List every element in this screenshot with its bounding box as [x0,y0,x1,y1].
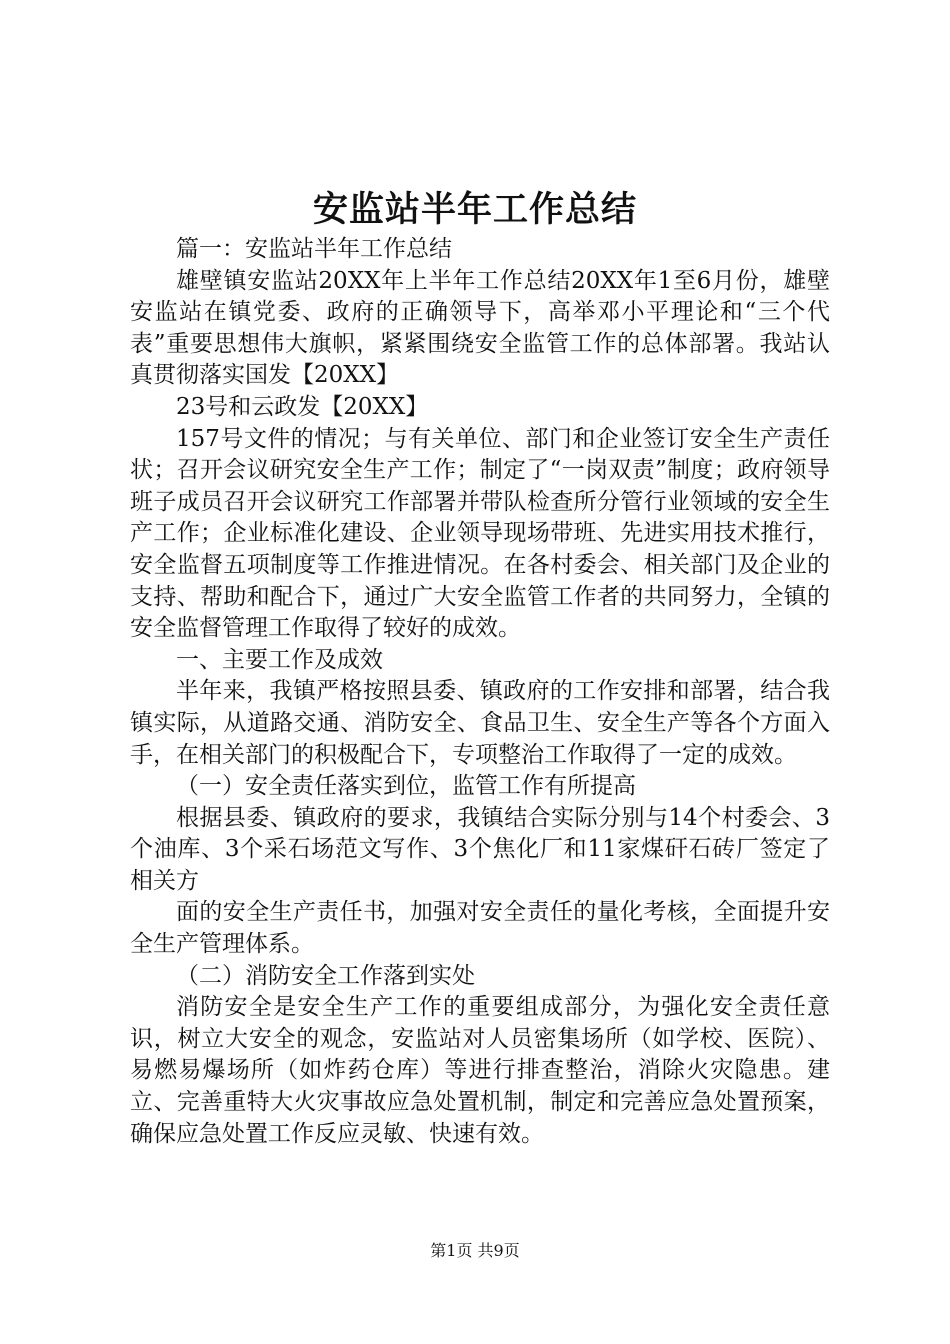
page-number-footer: 第1页 共9页 [430,1241,520,1260]
paragraph-6: 半年来，我镇严格按照县委、镇政府的工作安排和部署，结合我镇实际，从道路交通、消防安全、食品卫生、安全生产等各个方面入手，在相关部门的积极配合下，专项整治工作取得了一定的成效。 [130,678,830,768]
paragraph-2: 雄壁镇安监站20XX年上半年工作总结20XX年1至6月份，雄壁安监站在镇党委、政府的正确领导下，高举邓小平理论和“三个代表”重要思想伟大旗帜，紧紧围绕安全监管工作的总体部署。我站认真贯彻落实国发【20XX】 [130,267,830,389]
paragraph-9: 面的安全生产责任书，加强对安全责任的量化考核，全面提升安全生产管理体系。 [130,899,830,958]
paragraph-11: 消防安全是安全生产工作的重要组成部分，为强化安全责任意识，树立大安全的观念，安监站对人员密集场所（如学校、医院）、易燃易爆场所（如炸药仓库）等进行排查整治，消除火灾隐患。建立、完善重特大火灾事故应急处置机制，制定和完善应急处置预案，确保应急处置工作反应灵敏、快速有效。 [130,994,830,1147]
subsection-heading-fire-safety: （二）消防安全工作落到实处 [176,962,475,989]
paragraph-4: 157号文件的情况；与有关单位、部门和企业签订安全生产责任状；召开会议研究安全生产工作；制定了“一岗双责”制度；政府领导班子成员召开会议研究工作部署并带队检查所分管行业领域的安全生产工作；企业标准化建设、企业领导现场带班、先进实用技术推行，安全监督五项制度等工作推进情况。在各村委会、相关部门及企业的支持、帮助和配合下，通过广大安全监管工作者的共同努力，全镇的安全监督管理工作取得了较好的成效。 [130,425,830,642]
paragraph-8: 根据县委、镇政府的要求，我镇结合实际分别与14个村委会、3个油库、3个采石场范文写作、3个焦化厂和11家煤矸石砖厂签定了相关方 [130,804,830,894]
document-body [130,234,830,1150]
document-title: 安监站半年工作总结 [312,189,637,230]
paragraph-1: 篇一：安监站半年工作总结 [176,236,452,262]
paragraph-3: 23号和云政发【20XX】 [176,393,429,420]
section-heading-main-work: 一、主要工作及成效 [176,646,383,673]
subsection-heading-safety-responsibility: （一）安全责任落实到位，监管工作有所提高 [176,773,636,800]
